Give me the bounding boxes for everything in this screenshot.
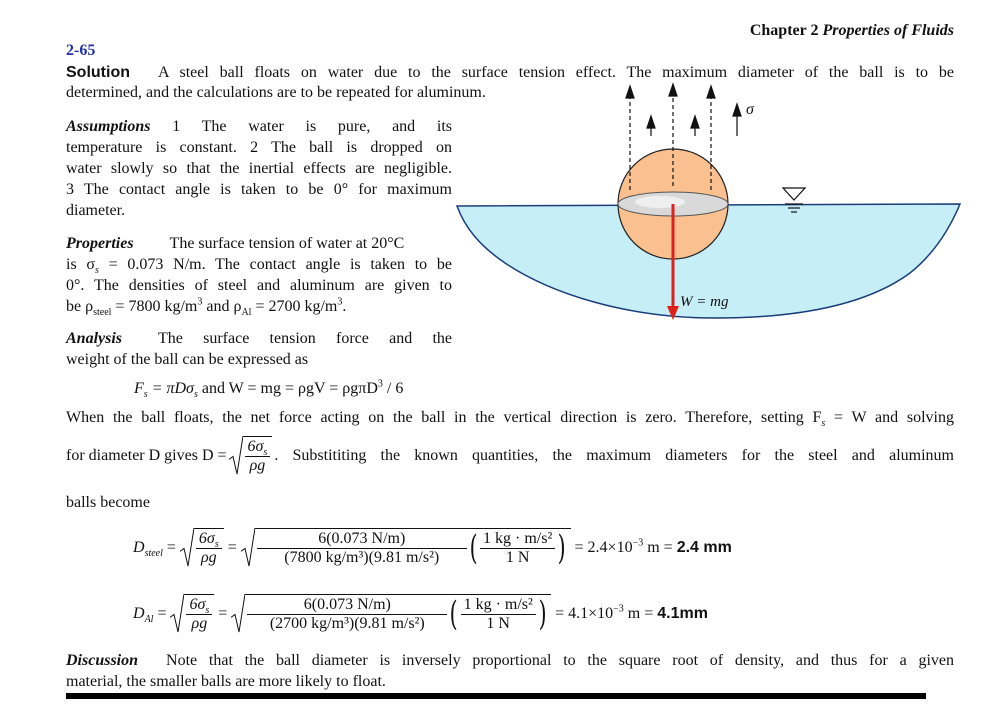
solution-label: Solution [66,64,130,81]
subscript: s [143,389,148,401]
result: m = [643,538,677,556]
result-highlight: 4.1mm [657,604,708,622]
chapter-title: Properties of Fluids [822,22,954,39]
superscript: 3 [337,296,343,308]
superscript: −3 [613,603,624,615]
subscript: s [193,389,198,401]
assumptions-line-4: 3 The contact angle is taken to be 0° for maximum [66,181,452,198]
properties-text: is σ [66,256,96,273]
disk-highlight [635,196,685,208]
analysis-line-1 [66,328,452,349]
numerator: 1 kg · m/s² [480,530,555,549]
discussion-line-1 [66,650,954,671]
eq-part: and W = mg = ρgV = ρgπD [197,380,378,397]
equals-sign: = [218,604,228,622]
superscript: −3 [632,537,644,549]
properties-line-1 [66,233,452,254]
problem-number: 2-65 [66,42,96,59]
body-line-3: balls become [66,494,150,511]
numerator: 1 kg · m/s² [461,596,536,615]
assumption-text: 1 The water is pure, and its [172,118,453,135]
properties-text: be ρ [66,298,94,315]
solution-line-2: determined, and the calculations are to be repeated for aluminum. [66,84,486,101]
aluminum-equation [133,584,708,642]
equals-sign: = [166,538,176,556]
denominator: (2700 kg/m³)(9.81 m/s²) [269,614,425,632]
assumptions-label: Assumptions [66,118,151,135]
body-text: . Substititing the known quantities, the maximum diameters for the steel and aluminum [274,447,954,464]
denominator: ρg [191,614,208,632]
al-radical-1 [170,594,214,633]
subscript: s [95,265,99,277]
eq-lhs: D [133,538,145,556]
properties-line-2 [66,254,452,275]
chapter-number: Chapter 2 [749,22,819,39]
superscript: 3 [377,378,383,390]
properties-text: = 7800 kg/m [111,298,198,315]
eq-part: / 6 [382,380,404,397]
sigma-label: σ [746,101,754,118]
eq-lhs: D [133,604,145,622]
steel-radical-1 [180,528,224,567]
denominator: ρg [249,457,266,474]
discussion-line-2: material, the smaller balls are more likely to float. [66,673,386,690]
result: = 4.1×10 [555,604,614,622]
superscript: 3 [197,296,203,308]
body-line-1 [66,407,954,428]
chapter-header [750,20,954,41]
analysis-text: The surface tension force and the [158,330,452,347]
weight-label: W = mg [680,294,729,310]
numerator: 6σ [198,529,215,547]
properties-line-3: 0°. The densities of steel and aluminum are given to [66,277,452,294]
subscript: s [263,447,268,459]
result: = 2.4×10 [574,538,633,556]
eq-part: F [134,380,144,397]
denominator: 1 N [486,614,510,632]
bottom-rule [66,693,926,699]
properties-text: = 0.073 N/m. The contact angle is taken to be [98,256,453,273]
numerator: 6σ [189,595,206,613]
properties-text: The surface tension of water at 20°C [169,235,405,252]
body-text: When the ball floats, the net force acting on the ball in the vertical direction is zero. Therefore, setting F [66,409,822,426]
body-line-2 [66,436,954,475]
diameter-formula [229,436,273,475]
assumptions-line-1 [66,116,452,137]
denominator: (7800 kg/m³)(9.81 m/s²) [284,548,440,566]
floating-ball-figure [455,78,965,338]
properties-text: = 2700 kg/m [251,298,338,315]
properties-label: Properties [66,235,134,252]
subscript: steel [144,547,163,559]
assumptions-line-2: temperature is constant. 2 The ball is dropped on [66,139,452,156]
equals-sign: = [227,538,237,556]
assumptions-line-5: diameter. [66,202,126,219]
subscript: steel [93,307,112,319]
analysis-line-2: weight of the ball can be expressed as [66,351,309,368]
result: m = [623,604,658,622]
assumptions-line-3: water slowly so that the inertial effects are negligible. [66,160,452,177]
equals-sign: = [157,604,167,622]
numerator: 6(0.073 N/m) [247,596,447,615]
denominator: 1 N [505,548,530,566]
analysis-label: Analysis [66,330,123,347]
subscript: s [205,604,210,616]
numerator: 6(0.073 N/m) [257,530,467,549]
solution-text: A steel ball floats on water due to the surface tension effect. The maximum diameter of the ball is to be [157,64,954,81]
properties-line-4 [66,296,346,317]
result-highlight: 2.4 mm [676,538,732,556]
eq-part: = πDσ [147,380,194,397]
body-text: = W and solving [825,409,955,426]
properties-text: and ρ [202,298,242,315]
properties-text: . [342,298,347,315]
steel-radical-2: $\frac{6(0.073 N/m)}{\text{(7800 kg/m³)(9.81 m/s²)}}$ ( $\frac{\text{1 kg · m/s²}}{1 N}$ ) [241,528,571,567]
analysis-equation [134,378,403,399]
subscript: s [821,418,826,430]
al-radical-2: $\frac{6(0.073 N/m)}{\text{(2700 kg/m³)(9.81 m/s²)}}$ ( $\frac{\text{1 kg · m/s²}}{1 N}$ ) [231,594,551,633]
steel-equation [133,518,732,576]
discussion-label: Discussion [66,652,139,669]
denominator: ρg [200,548,217,566]
subscript: Al [144,613,154,625]
subscript: Al [241,307,252,319]
subscript: s [214,538,219,550]
body-text: for diameter D gives D = [66,447,227,464]
radical-sign [229,436,243,475]
numerator: 6σ [247,438,264,455]
discussion-text: Note that the ball diameter is inversely proportional to the square root of density, and thus for a given [166,652,954,669]
